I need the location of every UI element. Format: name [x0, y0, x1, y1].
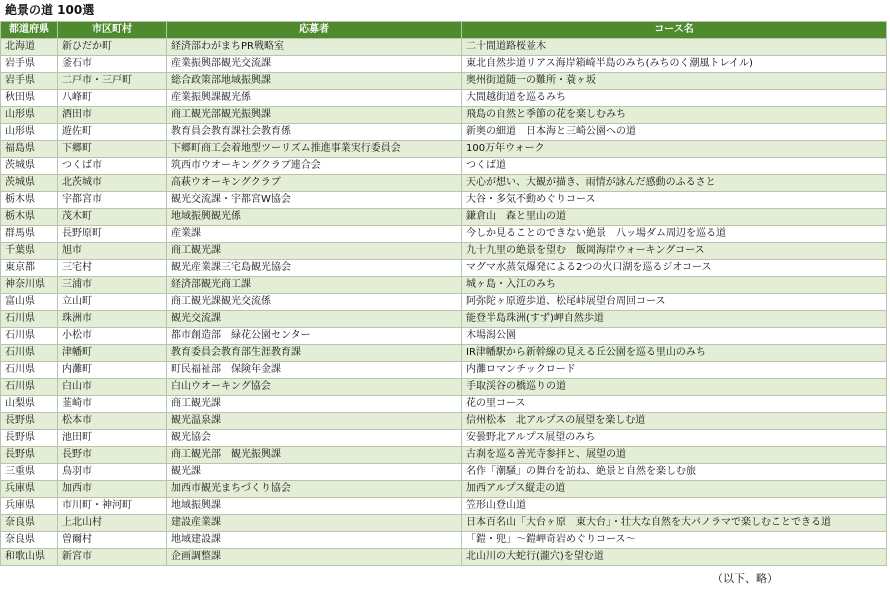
table-row [1, 362, 887, 379]
cell-applicant: 総合政策部地域振興課 [167, 73, 462, 90]
table-row [1, 549, 887, 566]
cell-prefecture: 石川県 [1, 311, 58, 328]
header-course: コース名 [462, 22, 887, 39]
cell-prefecture: 兵庫県 [1, 498, 58, 515]
cell-municipality: 市川町・神河町 [58, 498, 167, 515]
cell-course: 加西アルプス縦走の道 [462, 481, 887, 498]
cell-course: 城ヶ島・入江のみち [462, 277, 887, 294]
table-row [1, 430, 887, 447]
cell-prefecture: 山形県 [1, 124, 58, 141]
cell-course: 手取渓谷の橋巡りの道 [462, 379, 887, 396]
cell-course: 安曇野北アルプス展望のみち [462, 430, 887, 447]
cell-course: 内灘ロマンチックロード [462, 362, 887, 379]
cell-applicant: 産業振興部観光交流課 [167, 56, 462, 73]
cell-municipality: 茂木町 [58, 209, 167, 226]
cell-course: 阿弥陀ヶ原遊歩道、松尾峠展望台周回コース [462, 294, 887, 311]
cell-course: 鎌倉山 森と里山の道 [462, 209, 887, 226]
header-row [1, 22, 887, 39]
table-row [1, 141, 887, 158]
cell-municipality: 長野原町 [58, 226, 167, 243]
table-row [1, 294, 887, 311]
cell-prefecture: 茨城県 [1, 158, 58, 175]
cell-applicant: 観光課 [167, 464, 462, 481]
footer-note: （以下、略） [712, 572, 778, 585]
cell-prefecture: 石川県 [1, 362, 58, 379]
cell-course: 花の里コース [462, 396, 887, 413]
cell-course: 天心が想い、大観が描き、雨情が詠んだ感動のふるさと [462, 175, 887, 192]
cell-prefecture: 福島県 [1, 141, 58, 158]
cell-municipality: 下郷町 [58, 141, 167, 158]
cell-municipality: 北茨城市 [58, 175, 167, 192]
table-row [1, 175, 887, 192]
cell-applicant: 下郷町商工会着地型ツーリズム推進事業実行委員会 [167, 141, 462, 158]
cell-municipality: 小松市 [58, 328, 167, 345]
cell-applicant: 商工観光課 [167, 396, 462, 413]
table-row [1, 73, 887, 90]
cell-course: 日本百名山「大台ヶ原 東大台」・壮大な自然を大パノラマで楽しむことできる道 [462, 515, 887, 532]
table-row [1, 124, 887, 141]
cell-municipality: 加西市 [58, 481, 167, 498]
page-title: 絶景の道 100選 [5, 3, 95, 17]
cell-municipality: 立山町 [58, 294, 167, 311]
header-applicant: 応募者 [167, 22, 462, 39]
cell-municipality: 新ひだか町 [58, 39, 167, 56]
cell-prefecture: 千葉県 [1, 243, 58, 260]
cell-applicant: 教育員会教育課社会教育係 [167, 124, 462, 141]
cell-applicant: 経済部観光商工課 [167, 277, 462, 294]
table-row [1, 56, 887, 73]
cell-applicant: 白山ウオーキング協会 [167, 379, 462, 396]
cell-applicant: 経済部わがまちPR戦略室 [167, 39, 462, 56]
table-row [1, 209, 887, 226]
cell-municipality: 遊佐町 [58, 124, 167, 141]
cell-applicant: 観光交流課 [167, 311, 462, 328]
cell-applicant: 観光協会 [167, 430, 462, 447]
cell-municipality: 三宅村 [58, 260, 167, 277]
cell-course: 木場潟公園 [462, 328, 887, 345]
cell-course: マグマ水蒸気爆発による2つの火口湖を巡るジオコース [462, 260, 887, 277]
cell-municipality: 曽爾村 [58, 532, 167, 549]
cell-prefecture: 山梨県 [1, 396, 58, 413]
cell-municipality: 韮崎市 [58, 396, 167, 413]
table-row [1, 379, 887, 396]
cell-course: 東北自然歩道リアス海岸箱崎半島のみち(みちのく潮風トレイル) [462, 56, 887, 73]
cell-prefecture: 石川県 [1, 379, 58, 396]
cell-applicant: 商工観光部観光振興課 [167, 107, 462, 124]
table-row [1, 90, 887, 107]
cell-municipality: つくば市 [58, 158, 167, 175]
cell-prefecture: 栃木県 [1, 209, 58, 226]
table-row [1, 277, 887, 294]
table-header [1, 22, 887, 39]
cell-prefecture: 富山県 [1, 294, 58, 311]
cell-course: 100万年ウォーク [462, 141, 887, 158]
cell-course: 笠形山登山道 [462, 498, 887, 515]
cell-course: 能登半島珠洲(すず)岬自然歩道 [462, 311, 887, 328]
table-row [1, 328, 887, 345]
cell-prefecture: 茨城県 [1, 175, 58, 192]
cell-municipality: 八峰町 [58, 90, 167, 107]
cell-applicant: 教育委員会教育部生涯教育課 [167, 345, 462, 362]
cell-applicant: 観光産業課三宅島観光協会 [167, 260, 462, 277]
cell-prefecture: 石川県 [1, 345, 58, 362]
cell-applicant: 産業振興課観光係 [167, 90, 462, 107]
cell-prefecture: 和歌山県 [1, 549, 58, 566]
cell-applicant: 筑西市ウオーキングクラブ連合会 [167, 158, 462, 175]
cell-municipality: 内灘町 [58, 362, 167, 379]
table-row [1, 345, 887, 362]
table-row [1, 447, 887, 464]
cell-course: 九十九里の絶景を望む 飯岡海岸ウォーキングコース [462, 243, 887, 260]
table-row [1, 481, 887, 498]
cell-applicant: 商工観光課 [167, 243, 462, 260]
cell-prefecture: 兵庫県 [1, 481, 58, 498]
table-row [1, 464, 887, 481]
cell-course: 「鎧・兜」～鎧岬奇岩めぐりコース～ [462, 532, 887, 549]
table-row [1, 158, 887, 175]
cell-municipality: 池田町 [58, 430, 167, 447]
cell-applicant: 高萩ウオーキングクラブ [167, 175, 462, 192]
cell-applicant: 産業課 [167, 226, 462, 243]
cell-applicant: 地域振興課 [167, 498, 462, 515]
cell-prefecture: 神奈川県 [1, 277, 58, 294]
cell-municipality: 松本市 [58, 413, 167, 430]
cell-prefecture: 東京都 [1, 260, 58, 277]
cell-applicant: 商工観光課観光交流係 [167, 294, 462, 311]
cell-course: IR津幡駅から新幹線の見える丘公園を巡る里山のみち [462, 345, 887, 362]
table-row [1, 396, 887, 413]
cell-municipality: 新宮市 [58, 549, 167, 566]
cell-course: 大谷・多気不動めぐりコース [462, 192, 887, 209]
cell-applicant: 観光温泉課 [167, 413, 462, 430]
table-row [1, 311, 887, 328]
cell-course: 今しか見ることのできない絶景 八ッ場ダム周辺を巡る道 [462, 226, 887, 243]
cell-course: 二十間道路桜並木 [462, 39, 887, 56]
cell-municipality: 酒田市 [58, 107, 167, 124]
cell-prefecture: 群馬県 [1, 226, 58, 243]
cell-applicant: 地域振興観光係 [167, 209, 462, 226]
cell-municipality: 上北山村 [58, 515, 167, 532]
table-row [1, 107, 887, 124]
cell-municipality: 白山市 [58, 379, 167, 396]
cell-applicant: 観光交流課・宇都宮W協会 [167, 192, 462, 209]
cell-prefecture: 長野県 [1, 447, 58, 464]
table-row [1, 532, 887, 549]
cell-applicant: 商工観光部 観光振興課 [167, 447, 462, 464]
cell-prefecture: 山形県 [1, 107, 58, 124]
cell-municipality: 旭市 [58, 243, 167, 260]
cell-prefecture: 三重県 [1, 464, 58, 481]
cell-course: 信州松本 北アルプスの展望を楽しむ道 [462, 413, 887, 430]
header-municipality: 市区町村 [58, 22, 167, 39]
cell-municipality: 釜石市 [58, 56, 167, 73]
table-row [1, 192, 887, 209]
table-row [1, 243, 887, 260]
cell-prefecture: 奈良県 [1, 532, 58, 549]
table-row [1, 515, 887, 532]
table-row [1, 260, 887, 277]
header-prefecture: 都道府県 [1, 22, 58, 39]
table-row [1, 39, 887, 56]
cell-municipality: 二戸市・三戸町 [58, 73, 167, 90]
cell-prefecture: 秋田県 [1, 90, 58, 107]
cell-applicant: 建設産業課 [167, 515, 462, 532]
cell-prefecture: 岩手県 [1, 73, 58, 90]
cell-prefecture: 栃木県 [1, 192, 58, 209]
cell-prefecture: 岩手県 [1, 56, 58, 73]
cell-prefecture: 石川県 [1, 328, 58, 345]
table-row [1, 413, 887, 430]
cell-course: 大間越街道を巡るみち [462, 90, 887, 107]
cell-course: 新奥の細道 日本海と三崎公園への道 [462, 124, 887, 141]
cell-prefecture: 長野県 [1, 430, 58, 447]
course-table [0, 21, 887, 566]
cell-municipality: 津幡町 [58, 345, 167, 362]
cell-course: 飛島の自然と季節の花を楽しむみち [462, 107, 887, 124]
cell-prefecture: 北海道 [1, 39, 58, 56]
cell-prefecture: 長野県 [1, 413, 58, 430]
cell-applicant: 都市創造部 緑花公園センター [167, 328, 462, 345]
cell-applicant: 町民福祉部 保険年金課 [167, 362, 462, 379]
cell-applicant: 加西市観光まちづくり協会 [167, 481, 462, 498]
cell-municipality: 宇都宮市 [58, 192, 167, 209]
table-body [1, 39, 887, 566]
cell-prefecture: 奈良県 [1, 515, 58, 532]
cell-applicant: 地域建設課 [167, 532, 462, 549]
cell-municipality: 鳥羽市 [58, 464, 167, 481]
cell-course: つくば道 [462, 158, 887, 175]
table-row [1, 498, 887, 515]
cell-municipality: 珠洲市 [58, 311, 167, 328]
cell-municipality: 長野市 [58, 447, 167, 464]
cell-applicant: 企画調整課 [167, 549, 462, 566]
cell-course: 名作「潮騒」の舞台を訪ね、絶景と自然を楽しむ旅 [462, 464, 887, 481]
cell-municipality: 三浦市 [58, 277, 167, 294]
cell-course: 古刹を巡る善光寺参拝と、展望の道 [462, 447, 887, 464]
cell-course: 奥州街道随一の難所・蓑ヶ坂 [462, 73, 887, 90]
table-row [1, 226, 887, 243]
cell-course: 北山川の大蛇行(瀧穴)を望む道 [462, 549, 887, 566]
